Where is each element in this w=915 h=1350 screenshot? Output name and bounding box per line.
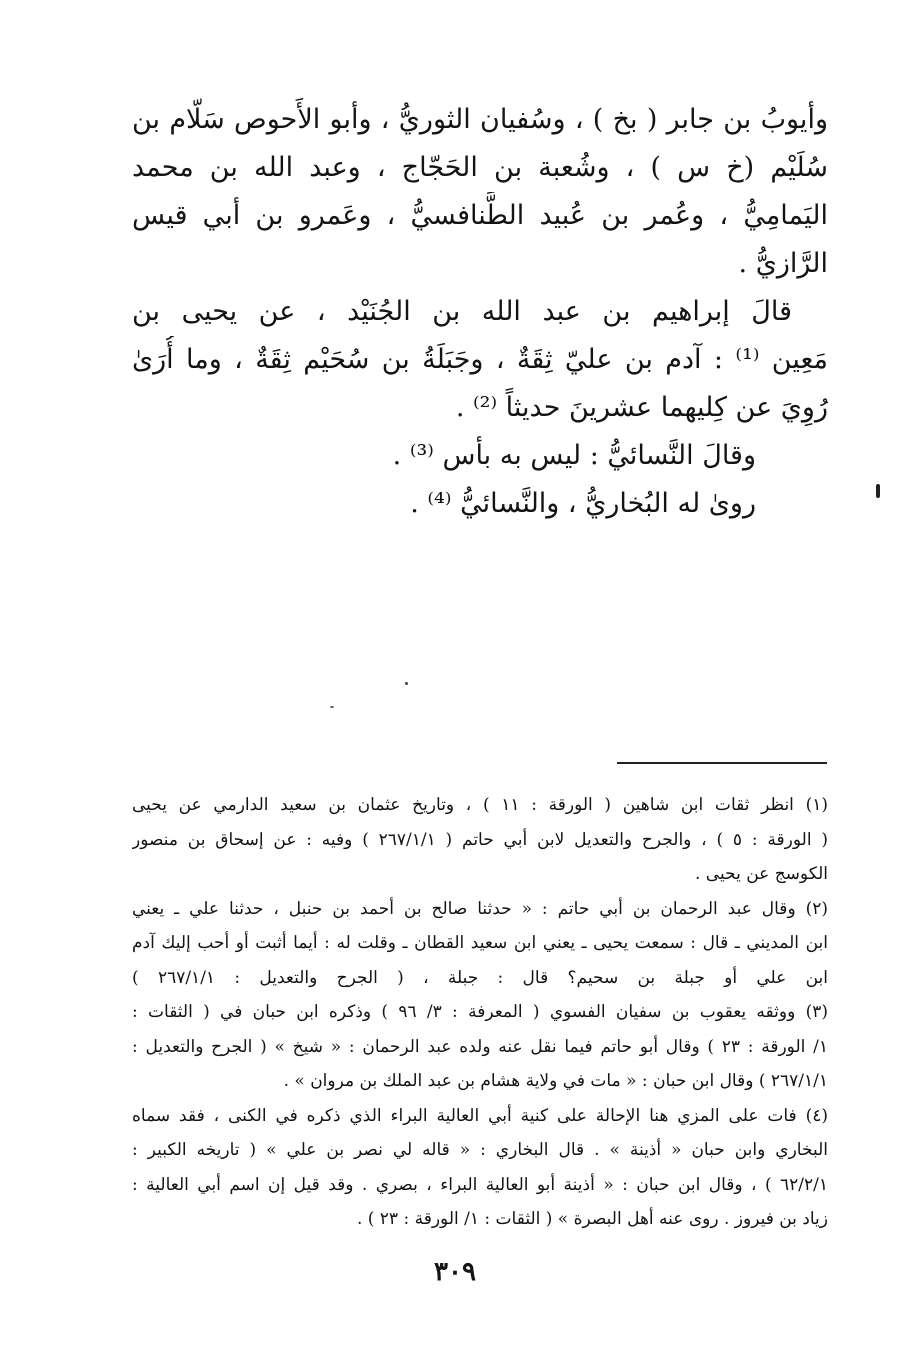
scan-speck [330, 706, 334, 708]
footnote-line: الكوسج عن يحيى . [695, 864, 828, 884]
footnote-separator [617, 762, 827, 764]
footnote-line: البخاري وابن حبان « أذينة » . قال البخاري : « قاله لي نصر بن علي » ( تاريخه الكبير : [132, 1140, 828, 1160]
margin-mark [876, 484, 880, 498]
page-number: ٣٠٩ [434, 1257, 476, 1287]
footnotes [132, 788, 828, 1237]
text-line: الرَّازيُّ . [738, 248, 828, 279]
footnote-line: (٤) فات على المزي هنا الإحالة على كنية أبي العالية البراء الذي ذكره في الكنى ، فقد سماه [132, 1105, 828, 1126]
text-line: وأيوبُ بن جابر ( بخ ) ، وسُفيان الثوريُّ ، وأبو الأَحوص سَلّام بن [132, 104, 828, 135]
footnote-line: ١/ الورقة : ٢٣ ) وقال أبو حاتم فيما نقل عنه ولده عبد الرحمان : « شيخ » ( الجرح والتعديل : [132, 1036, 828, 1057]
footnote-line: (٢) وقال عبد الرحمان بن أبي حاتم : « حدثنا صالح بن أحمد بن حنبل ، حدثنا علي ـ يعني [132, 898, 828, 919]
footnote-line: ابن علي أو جبلة بن سحيم؟ قال : جبلة ، ( الجرح والتعديل : ٢٦٧/١/١ ) [132, 967, 828, 988]
footnote-line: (٣) ووثقه يعقوب بن سفيان الفسوي ( المعرفة : ٣/ ٩٦ ) وذكره ابن حبان في ( الثقات : [132, 1002, 828, 1022]
scan-speck [405, 682, 408, 685]
text-line: مَعِين ⁽¹⁾ : آدم بن عليّ ثِقَةٌ ، وجَبَلَةُ بن سُحَيْم ثِقَةٌ ، وما أُرَىٰ [132, 344, 828, 375]
footnote-line: زياد بن فيروز . روى عنه أهل البصرة » ( الثقات : ١/ الورقة : ٢٣ ) . [356, 1209, 828, 1229]
text-line: وقالَ النَّسائيُّ : ليس به بأس ⁽³⁾ . [392, 440, 756, 471]
footnote-line: ٢٦٧/١/١ ) وقال ابن حبان : « مات في ولاية هشام بن عبد الملك بن مروان » . [283, 1071, 828, 1091]
footnote-line: ٦٢/٢/١ ) ، وقال ابن حبان : « أذينة أبو العالية البراء ، بصري . وقد قيل إن اسم أبي العالية : [132, 1174, 828, 1195]
text-line: قالَ إبراهيم بن عبد الله بن الجُنَيْد ، عن يحيى بن [132, 296, 792, 327]
main-text [132, 96, 828, 528]
footnote-line: ( الورقة : ٥ ) ، والجرح والتعديل لابن أبي حاتم ( ٢٦٧/١/١ ) وفيه : عن إسحاق بن منصور [132, 829, 828, 850]
footnote-line: ابن المديني ـ قال : سمعت يحيى ـ يعني ابن سعيد القطان ـ وقلت له : أيما أثبت أو أحب إليك آدم [132, 933, 828, 953]
text-line: رُوِيَ عن كِليهما عشرينَ حديثاً ⁽²⁾ . [455, 392, 828, 423]
text-line: روىٰ له البُخاريُّ ، والنَّسائيُّ ⁽⁴⁾ . [410, 488, 756, 519]
footnote-line: (١) انظر ثقات ابن شاهين ( الورقة : ١١ ) ، وتاريخ عثمان بن سعيد الدارمي عن يحيى [132, 795, 828, 815]
text-line: اليَمامِيُّ ، وعُمر بن عُبيد الطَّنافسيُّ ، وعَمرو بن أبي قيس [132, 200, 828, 231]
text-line: سُلَيْم (خ س ) ، وشُعبة بن الحَجّاج ، وعبد الله بن محمد [132, 152, 828, 183]
